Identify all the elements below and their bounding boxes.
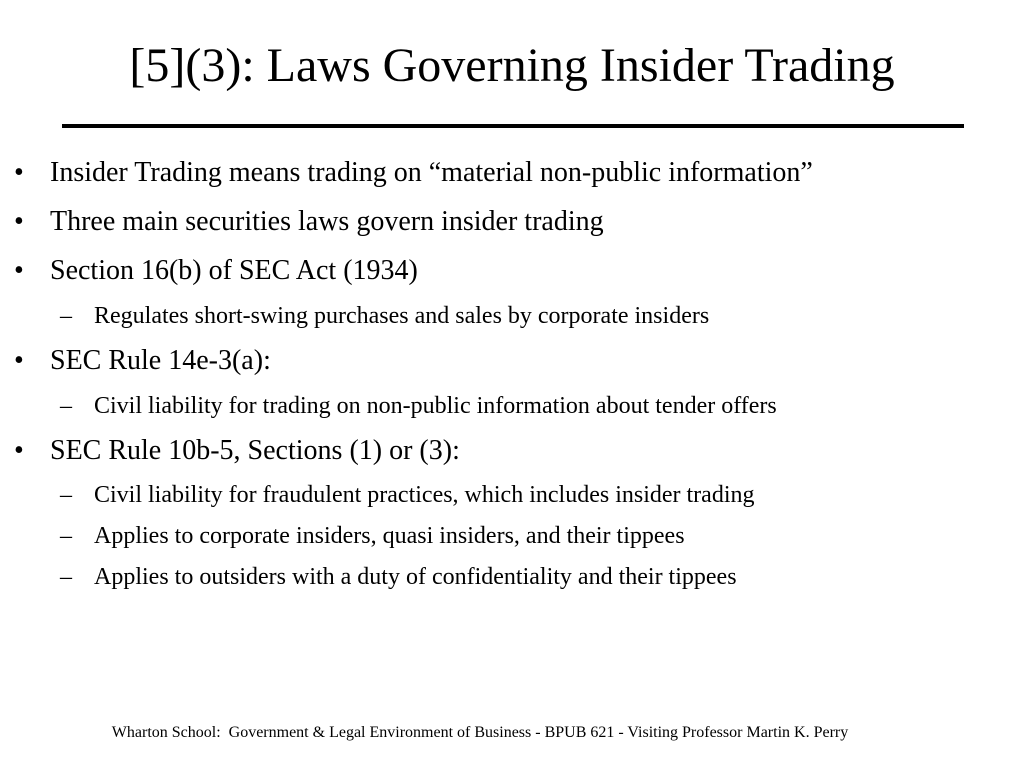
bullet-marker: • [14, 157, 24, 188]
bullet-marker: • [14, 345, 24, 376]
bullet-text: Insider Trading means trading on “material non-public information” [50, 157, 813, 188]
bullet-text: SEC Rule 10b-5, Sections (1) or (3): [50, 435, 460, 466]
dash-marker: – [60, 564, 72, 590]
sub-bullet-text: Applies to outsiders with a duty of confidentiality and their tippees [94, 564, 737, 590]
dash-marker: – [60, 523, 72, 549]
dash-marker: – [60, 303, 72, 329]
bullet-text: Three main securities laws govern insider trading [50, 206, 604, 237]
bullet-marker: • [14, 255, 24, 286]
bullet-marker: • [14, 206, 24, 237]
bullet-text: Section 16(b) of SEC Act (1934) [50, 255, 418, 286]
sub-bullet-text: Civil liability for fraudulent practices, which includes insider trading [94, 482, 755, 508]
sub-bullet-text: Applies to corporate insiders, quasi insiders, and their tippees [94, 523, 685, 549]
slide-footer: Wharton School: Government & Legal Environment of Business - BPUB 621 - Visiting Professor Martin K. Perry [111, 724, 849, 741]
bullet-text: SEC Rule 14e-3(a): [50, 345, 271, 376]
sub-bullet-text: Civil liability for trading on non-public information about tender offers [94, 393, 777, 419]
dash-marker: – [60, 393, 72, 419]
dash-marker: – [60, 482, 72, 508]
bullet-marker: • [14, 435, 24, 466]
sub-bullet-text: Regulates short-swing purchases and sales by corporate insiders [94, 303, 710, 329]
slide-title: [5](3): Laws Governing Insider Trading [129, 39, 895, 92]
